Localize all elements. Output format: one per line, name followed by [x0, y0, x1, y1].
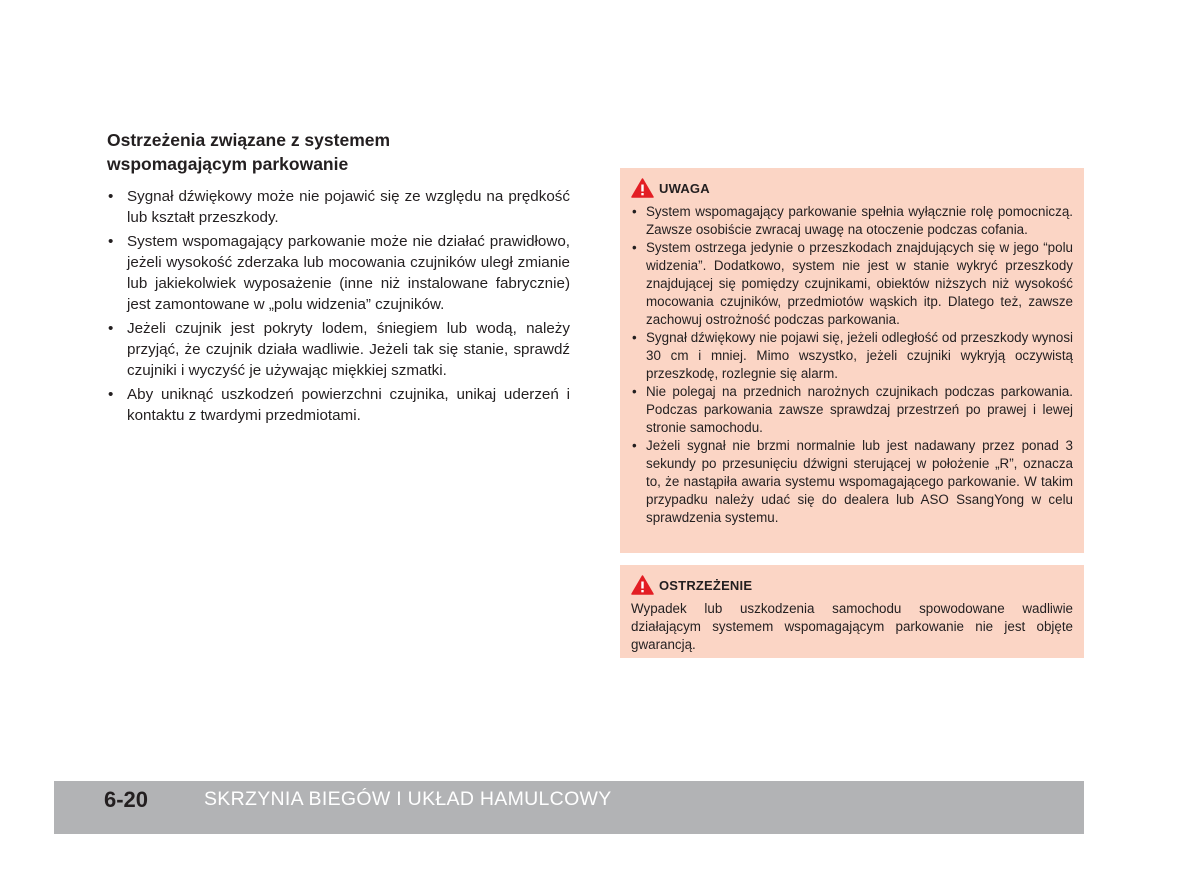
warning-text: Wypadek lub uszkodzenia samochodu spowodowane wadliwie działającym systemem wspomagającym parkowanie nie jest objęte gwarancją. — [631, 601, 1073, 652]
warning-triangle-icon — [631, 575, 654, 595]
caution-item: • Sygnał dźwiękowy nie pojawi się, jeżeli odległość od przeszkody wynosi 30 cm i mniej. Mimo wszystko, jeżeli czujniki wykryją oczywistą przeszkodę, rozlegnie się alarm. — [631, 329, 1073, 383]
section-title — [107, 128, 570, 176]
section-warnings — [107, 128, 570, 429]
caution-box — [620, 168, 1084, 553]
warning-triangle-icon — [631, 178, 654, 198]
section-title-line2: wspomagającym parkowanie — [107, 154, 349, 174]
bullet-item: • Jeżeli czujnik jest pokryty lodem, śniegiem lub wodą, należy przyjąć, że czujnik działa wadliwie. Jeżeli tak się stanie, sprawdź czujniki i wyczyść je używając miękkiej szmatki. — [107, 318, 570, 381]
warning-header — [631, 574, 1073, 596]
caution-list — [631, 203, 1073, 527]
warning-box — [620, 565, 1084, 658]
bullet-item: • Sygnał dźwiękowy może nie pojawić się ze względu na prędkość lub kształt przeszkody. — [107, 186, 570, 228]
page-number: 6-20 — [104, 787, 149, 812]
section-title-line1: Ostrzeżenia związane z systemem — [107, 130, 391, 150]
caution-item: • System wspomagający parkowanie spełnia wyłącznie rolę pomocniczą. Zawsze osobiście zwracaj uwagę na otoczenie podczas cofania. — [631, 203, 1073, 239]
warning-title: OSTRZEŻENIE — [659, 577, 753, 593]
chapter-title: SKRZYNIA BIEGÓW I UKŁAD HAMULCOWY — [204, 788, 612, 810]
caution-item: • System ostrzega jedynie o przeszkodach znajdujących się w jego “polu widzenia”. Dodatkowo, system nie jest w stanie wykryć przeszkody znajdującej się pomiędzy czujnikami, obiektów niższych niż wysokość mocowania czujników, przedmiotów wąskich itp. Dlatego też, zawsze zachowuj ostrożność podczas parkowania. — [631, 239, 1073, 329]
caution-item: • Nie polegaj na przednich narożnych czujnikach podczas parkowania. Podczas parkowania zawsze sprawdzaj przestrzeń po prawej i lewej stronie samochodu. — [631, 383, 1073, 437]
caution-header — [631, 177, 1073, 199]
warnings-bullet-list — [107, 186, 570, 426]
bullet-item: • Aby uniknąć uszkodzeń powierzchni czujnika, unikaj uderzeń i kontaktu z twardymi przedmiotami. — [107, 384, 570, 426]
bullet-item: • System wspomagający parkowanie może nie działać prawidłowo, jeżeli wysokość zderzaka lub mocowania czujników uległ zmianie lub jakiekolwiek wyposażenie (inne niż instalowane fabrycznie) jest zamontowane w „polu widzenia” czujników. — [107, 231, 570, 315]
caution-item: • Jeżeli sygnał nie brzmi normalnie lub jest nadawany przez ponad 3 sekundy po przesunięciu dźwigni sterującej w położenie „R”, oznacza to, że nastąpiła awaria systemu wspomagającego parkowanie. W takim przypadku należy udać się do dealera lub ASO SsangYong w celu sprawdzenia systemu. — [631, 437, 1073, 527]
caution-title: UWAGA — [659, 180, 710, 196]
page-footer — [54, 781, 1084, 834]
